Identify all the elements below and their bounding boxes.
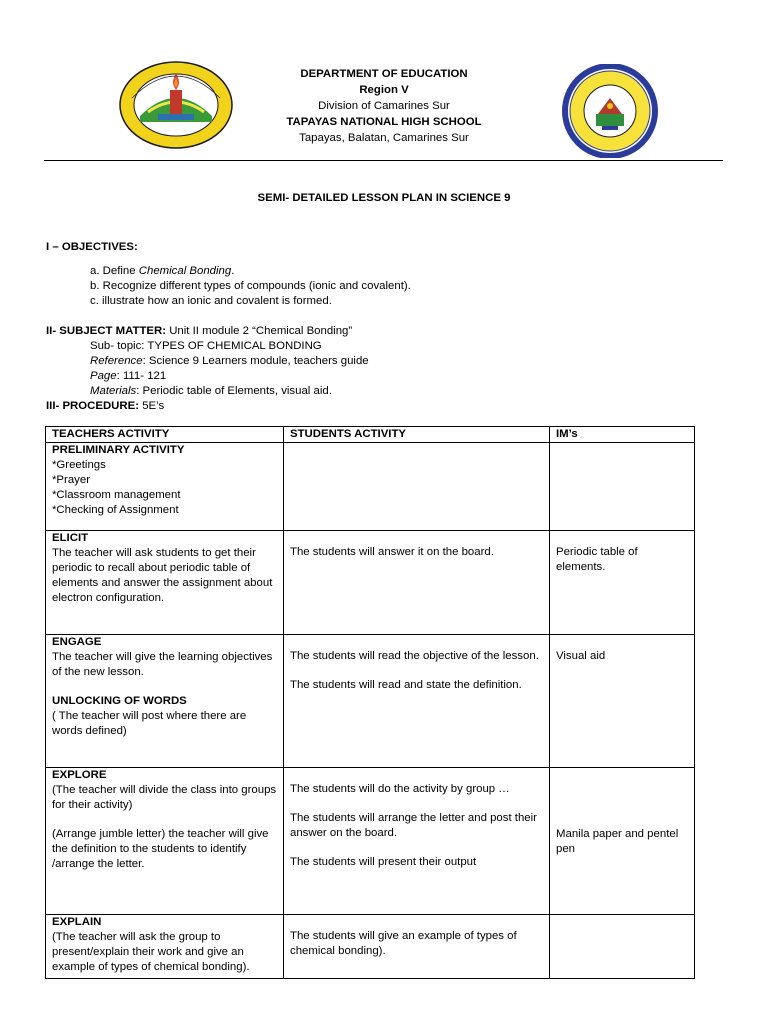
header-teachers-activity: TEACHERS ACTIVITY bbox=[46, 427, 284, 443]
procedure-value: 5E’s bbox=[139, 400, 165, 412]
explore-teacher-text-2: (Arrange jumble letter) the teacher will give the definition to the students to identify /arrange the letter. bbox=[52, 828, 269, 870]
unlocking-words-heading: UNLOCKING OF WORDS bbox=[52, 695, 187, 707]
spacer bbox=[290, 797, 543, 811]
spacer bbox=[556, 635, 688, 649]
division-name: Division of Camarines Sur bbox=[318, 100, 450, 112]
explore-teacher-cell bbox=[46, 768, 284, 915]
header-text-block bbox=[260, 66, 508, 146]
explore-student-text-1: The students will do the activity by group … bbox=[290, 783, 510, 795]
explore-teacher-text-1: (The teacher will divide the class into groups for their activity) bbox=[52, 784, 277, 811]
school-address: Tapayas, Balatan, Camarines Sur bbox=[299, 132, 469, 144]
subject-matter-label: II- SUBJECT MATTER: bbox=[46, 325, 167, 337]
preliminary-item: *Checking of Assignment bbox=[52, 504, 179, 516]
preliminary-im-cell bbox=[550, 443, 695, 531]
elicit-teacher-text: The teacher will ask students to get their periodic to recall about periodic table of elements and answer the assignment about electron configuration. bbox=[52, 547, 273, 604]
document-header bbox=[0, 60, 768, 156]
elicit-teacher-cell bbox=[46, 531, 284, 635]
objectives-list bbox=[90, 264, 411, 309]
explore-student-text-2: The students will arrange the letter and post their answer on the board. bbox=[290, 812, 537, 839]
spacer bbox=[290, 915, 543, 929]
elicit-student-cell bbox=[284, 531, 550, 635]
header-divider bbox=[44, 160, 723, 161]
engage-heading: ENGAGE bbox=[52, 636, 102, 648]
explore-im-text: Manila paper and pentel pen bbox=[556, 828, 679, 855]
subject-matter-value: Unit II module 2 “Chemical Bonding” bbox=[166, 325, 353, 337]
reference-value: : Science 9 Learners module, teachers guide bbox=[142, 355, 369, 367]
preliminary-item: *Greetings bbox=[52, 459, 106, 471]
engage-teacher-cell bbox=[46, 635, 284, 768]
preliminary-teacher-cell bbox=[46, 443, 284, 531]
elicit-im-cell bbox=[550, 531, 695, 635]
engage-im-cell bbox=[550, 635, 695, 768]
school-name: TAPAYAS NATIONAL HIGH SCHOOL bbox=[286, 116, 482, 128]
materials-value: : Periodic table of Elements, visual aid. bbox=[136, 385, 332, 397]
objective-a-suffix: . bbox=[231, 265, 235, 277]
explain-student-text: The students will give an example of types of chemical bonding). bbox=[290, 930, 517, 957]
objectives-heading: I – OBJECTIVES: bbox=[46, 241, 138, 253]
unlocking-words-teacher-text: ( The teacher will post where there are words defined) bbox=[52, 710, 247, 737]
subject-matter-line bbox=[46, 324, 646, 339]
table-row bbox=[46, 531, 695, 635]
spacer bbox=[290, 768, 543, 782]
department-name: DEPARTMENT OF EDUCATION bbox=[300, 68, 468, 80]
unlocking-words-student-text: The students will read and state the definition. bbox=[290, 679, 522, 691]
materials-label: Materials bbox=[90, 385, 137, 397]
objective-a bbox=[90, 264, 411, 279]
procedure-line bbox=[46, 399, 164, 414]
spacer bbox=[290, 841, 543, 855]
procedure-label: III- PROCEDURE: bbox=[46, 400, 140, 412]
spacer bbox=[290, 531, 543, 545]
preliminary-item: *Prayer bbox=[52, 474, 90, 486]
table-row bbox=[46, 443, 695, 531]
spacer bbox=[290, 635, 543, 649]
explain-im-cell bbox=[550, 915, 695, 979]
objective-a-prefix: a. Define bbox=[90, 265, 139, 277]
objective-a-term: Chemical Bonding bbox=[138, 265, 232, 277]
reference-line bbox=[46, 354, 646, 369]
subtopic-line: Sub- topic: TYPES OF CHEMICAL BONDING bbox=[90, 340, 322, 352]
objective-b: b. Recognize different types of compounds (ionic and covalent). bbox=[90, 280, 411, 292]
explain-teacher-cell bbox=[46, 915, 284, 979]
division-office-seal-icon bbox=[118, 60, 234, 150]
page-label: Page bbox=[90, 370, 117, 382]
school-seal-icon bbox=[562, 64, 658, 158]
explore-heading: EXPLORE bbox=[52, 769, 107, 781]
region-name: Region V bbox=[359, 84, 409, 96]
table-row bbox=[46, 635, 695, 768]
spacer bbox=[556, 768, 688, 827]
engage-student-text: The students will read the objective of the lesson. bbox=[290, 650, 539, 662]
table-header-row bbox=[46, 427, 695, 443]
spacer bbox=[52, 813, 277, 827]
table-row bbox=[46, 915, 695, 979]
explore-im-cell bbox=[550, 768, 695, 915]
engage-student-cell bbox=[284, 635, 550, 768]
elicit-student-text: The students will answer it on the board. bbox=[290, 546, 494, 558]
header-ims: IM’s bbox=[550, 427, 695, 443]
lesson-activities-table bbox=[45, 426, 695, 979]
spacer bbox=[52, 680, 277, 694]
elicit-heading: ELICIT bbox=[52, 532, 89, 544]
table-row bbox=[46, 768, 695, 915]
materials-line bbox=[46, 384, 646, 399]
explain-heading: EXPLAIN bbox=[52, 916, 102, 928]
objective-c: c. illustrate how an ionic and covalent is formed. bbox=[90, 295, 332, 307]
header-students-activity: STUDENTS ACTIVITY bbox=[284, 427, 550, 443]
engage-teacher-text: The teacher will give the learning objectives of the new lesson. bbox=[52, 651, 273, 678]
spacer bbox=[556, 531, 688, 545]
reference-label: Reference bbox=[90, 355, 143, 367]
explore-student-text-3: The students will present their output bbox=[290, 856, 477, 868]
page-line bbox=[46, 369, 646, 384]
explain-student-cell bbox=[284, 915, 550, 979]
subject-matter bbox=[46, 324, 646, 399]
page-value: : 111- 121 bbox=[116, 370, 167, 382]
lesson-plan-title: SEMI- DETAILED LESSON PLAN IN SCIENCE 9 bbox=[257, 192, 511, 204]
engage-im-text: Visual aid bbox=[556, 650, 606, 662]
explore-student-cell bbox=[284, 768, 550, 915]
preliminary-heading: PRELIMINARY ACTIVITY bbox=[52, 444, 185, 456]
preliminary-item: *Classroom management bbox=[52, 489, 181, 501]
spacer bbox=[290, 664, 543, 678]
preliminary-student-cell bbox=[284, 443, 550, 531]
elicit-im-text: Periodic table of elements. bbox=[556, 546, 638, 573]
explain-teacher-text: (The teacher will ask the group to present/explain their work and give an example of types of chemical bonding). bbox=[52, 931, 250, 973]
